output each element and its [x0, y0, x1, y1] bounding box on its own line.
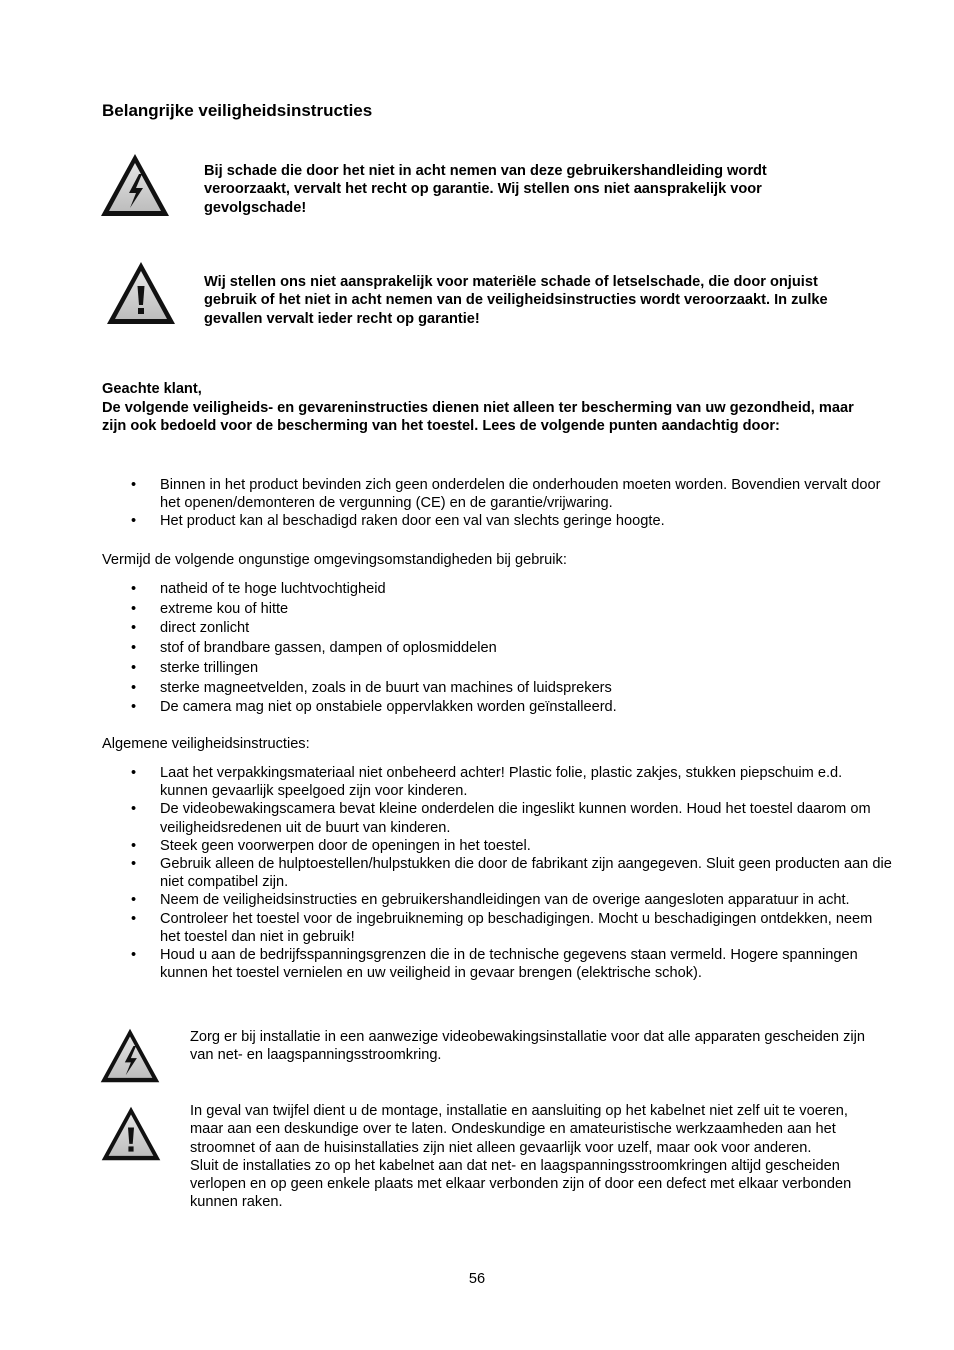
exclamation-warning-icon	[100, 1105, 162, 1162]
list-item: • sterke magneetvelden, zoals in de buurt van machines of luidsprekers	[102, 679, 892, 699]
list-item: • natheid of te hoge luchtvochtigheid	[102, 580, 892, 600]
intro-text: De volgende veiligheids- en gevareninstructies dienen niet alleen ter bescherming van uw gezondheid, maar zijn ook bedoeld voor de bescherming van het toestel. Lees de volgende punten aandachtig door:	[102, 399, 854, 435]
list-item: • Binnen in het product bevinden zich geen onderdelen die onderhouden moeten worden. Bovendien vervalt door het openen/demonteren de vergunning (CE) en de garantie/vrijwaring.	[102, 476, 892, 512]
page-number: 56	[468, 1271, 486, 1287]
page-title: Belangrijke veiligheidsinstructies	[102, 101, 373, 120]
list-item: • extreme kou of hitte	[102, 600, 892, 620]
environment-list	[102, 580, 892, 718]
exclamation-warning-icon	[105, 260, 177, 326]
list-item: • Controleer het toestel voor de ingebruikneming op beschadigingen. Mocht u beschadigingen ontdekken, neem het toestel dan niet in gebruik!	[102, 910, 892, 946]
salutation: Geachte klant,	[102, 381, 202, 397]
warning-text-1: Bij schade die door het niet in acht nemen van deze gebruikershandleiding wordt veroorzaakt, vervalt het recht op garantie. Wij stellen ons niet aansprakelijk voor gevolgschade!	[204, 163, 767, 216]
note-paragraph: In geval van twijfel dient u de montage, installatie en aansluiting op het kabelnet niet zelf uit te voeren, maar aan een deskundige over te laten. Ondeskundige en amateuristische werkzaamheden aan het stroomnet of aan de huisinstallaties zijn niet alleen gevaarlijk voor uzelf, maar ook voor anderen.	[190, 1103, 848, 1156]
list-item: • Neem de veiligheidsinstructies en gebruikershandleidingen van de overige aangesloten apparatuur in acht.	[102, 891, 892, 909]
environment-heading: Vermijd de volgende ongunstige omgevingsomstandigheden bij gebruik:	[102, 552, 567, 568]
note-text-2	[190, 1102, 870, 1212]
list-item: • Laat het verpakkingsmateriaal niet onbeheerd achter! Plastic folie, plastic zakjes, stukken piepschuim e.d. kunnen gevaarlijk speelgoed zijn voor kinderen.	[102, 764, 892, 800]
general-heading: Algemene veiligheidsinstructies:	[102, 736, 310, 752]
warning-text-2: Wij stellen ons niet aansprakelijk voor materiële schade of letselschade, die door onjuist gebruik of het niet in acht nemen van de veiligheidsinstructies wordt veroorzaakt. In zulke gevallen vervalt ieder recht op garantie!	[204, 274, 828, 327]
list-item: • direct zonlicht	[102, 619, 892, 639]
note-paragraph: Sluit de installaties zo op het kabelnet aan dat net- en laagspanningsstroomkringen altijd gescheiden verlopen en op geen enkele plaats met elkaar verbonden zijn of door een defect met elkaar verbonden kunnen raken.	[190, 1157, 852, 1211]
note-text-1: Zorg er bij installatie in een aanwezige videobewakingsinstallatie voor dat alle apparaten gescheiden zijn van net- en laagspanningsstroomkring.	[190, 1029, 865, 1064]
list-item: • De camera mag niet op onstabiele oppervlakken worden geïnstalleerd.	[102, 698, 892, 718]
intro-block	[102, 380, 882, 436]
list-item: • Gebruik alleen de hulptoestellen/hulpstukken die door de fabrikant zijn aangegeven. Sluit geen producten aan die niet compatibel zijn.	[102, 855, 892, 891]
list-item: • Steek geen voorwerpen door de openingen in het toestel.	[102, 837, 892, 855]
high-voltage-icon	[99, 152, 171, 218]
list-item: • Het product kan al beschadigd raken door een val van slechts geringe hoogte.	[102, 512, 892, 530]
list-item: • Houd u aan de bedrijfsspanningsgrenzen die in de technische gegevens staan vermeld. Hogere spanningen kunnen het toestel vernielen en uw veiligheid in gevaar brengen (elektrische schok).	[102, 946, 892, 982]
product-list	[102, 476, 892, 531]
high-voltage-icon	[99, 1027, 161, 1084]
list-item: • De videobewakingscamera bevat kleine onderdelen die ingeslikt kunnen worden. Houd het toestel daarom om veiligheidsredenen uit de buurt van kinderen.	[102, 800, 892, 836]
list-item: • stof of brandbare gassen, dampen of oplosmiddelen	[102, 639, 892, 659]
general-list	[102, 764, 892, 982]
list-item: • sterke trillingen	[102, 659, 892, 679]
